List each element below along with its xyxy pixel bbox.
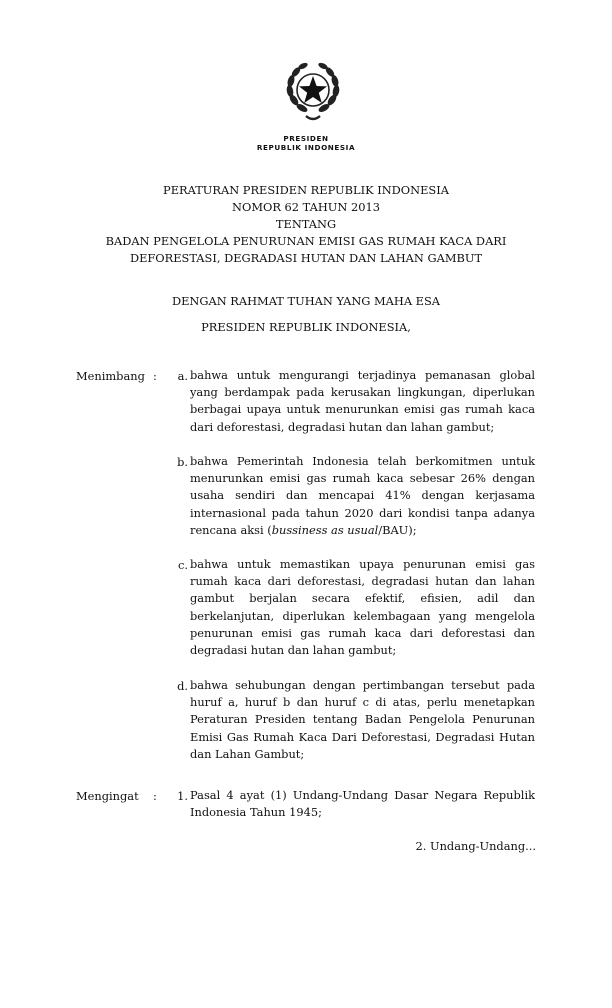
emblem-caption-line2: REPUBLIK INDONESIA <box>256 143 356 152</box>
title-line2: NOMOR 62 TAHUN 2013 <box>232 200 380 214</box>
menimbang-item-c: bahwa untuk memastikan upaya penurunan emisi gas rumah kaca dari deforestasi, degradasi hutan dan lahan gambut berjalan secara efektif, efisien, adil dan berkelanjutan, diperlukan kelembagaan yang mengelola penurunan emisi gas rumah kaca dari deforestasi dan degradasi hutan dan lahan gambut; <box>190 557 535 658</box>
emblem-caption-line1: PRESIDEN <box>283 134 329 143</box>
preamble-line1: DENGAN RAHMAT TUHAN YANG MAHA ESA <box>171 294 441 308</box>
mengingat-item-1: Pasal 4 ayat (1) Undang-Undang Dasar Negara Republik Indonesia Tahun 1945; <box>190 788 535 820</box>
menimbang-label: Menimbang <box>76 369 145 383</box>
mengingat-label: Mengingat <box>76 789 139 803</box>
title-line4: BADAN PENGELOLA PENURUNAN EMISI GAS RUMAH KACA DARI <box>105 234 507 248</box>
next-page-continuation: 2. Undang-Undang... <box>415 839 536 853</box>
title-line3: TENTANG <box>275 217 337 231</box>
menimbang-marker-c: c. <box>177 558 188 572</box>
menimbang-item-b <box>190 453 535 539</box>
menimbang-marker-b: b. <box>177 455 188 469</box>
menimbang-marker-d: d. <box>177 679 188 693</box>
garuda-star-emblem-icon <box>278 56 348 126</box>
menimbang-item-b-text: bahwa Pemerintah Indonesia telah berkomitmen untuk menurunkan emisi gas rumah kaca sebesar 26% dengan usaha sendiri dan mencapai 41% dengan kerjasama internasional pada tahun 2020 dari kondisi tanpa adanya rencana aksi ( <box>190 454 535 537</box>
menimbang-item-a: bahwa untuk mengurangi terjadinya pemanasan global yang berdampak pada kerusakan lingkungan, diperlukan berbagai upaya untuk menurunkan emisi gas rumah kaca dari deforestasi, degradasi hutan dan lahan gambut; <box>190 368 535 434</box>
preamble-line2: PRESIDEN REPUBLIK INDONESIA, <box>201 320 411 334</box>
menimbang-item-b-after: /BAU); <box>378 522 417 537</box>
menimbang-item-b-italic: bussiness as usual <box>271 522 379 537</box>
mengingat-marker-1: 1. <box>177 789 188 803</box>
title-line5: DEFORESTASI, DEGRADASI HUTAN DAN LAHAN GAMBUT <box>129 251 483 265</box>
mengingat-colon: : <box>153 789 157 803</box>
title-line1: PERATURAN PRESIDEN REPUBLIK INDONESIA <box>163 183 449 197</box>
menimbang-colon: : <box>153 369 157 383</box>
menimbang-marker-a: a. <box>177 369 188 383</box>
menimbang-item-d: bahwa sehubungan dengan pertimbangan tersebut pada huruf a, huruf b dan huruf c di atas, perlu menetapkan Peraturan Presiden tentang Badan Pengelola Penurunan Emisi Gas Rumah Kaca Dari Deforestasi, Degradasi Hutan dan Lahan Gambut; <box>190 678 535 761</box>
